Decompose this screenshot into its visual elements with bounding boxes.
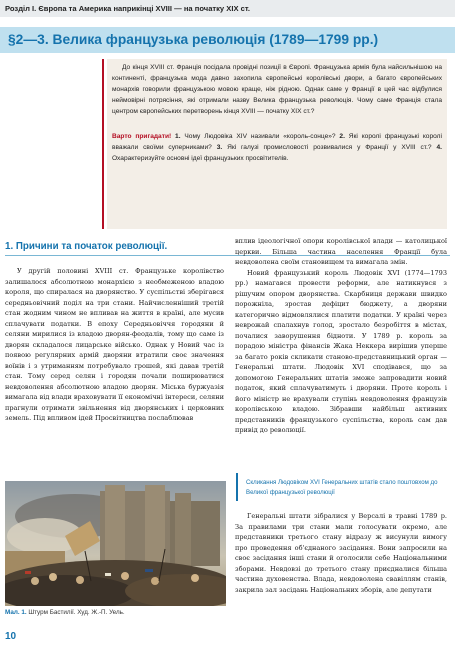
figure-caption (5, 609, 125, 616)
recall-questions (112, 132, 442, 164)
info-box (236, 473, 449, 501)
storming-bastille-painting (5, 481, 226, 606)
section-title-bar (0, 27, 455, 53)
body-paragraph: Генеральні штати зібралися у Версалі в травні 1789 р. За правилами три стани мали голосувати окремо, але представники третього стану відразу ж висунули вимогу про проведення об'єднаного засідання. Вони запросили на своє засідання інші стани й оголосили себе Національними зборами. Невдовзі до третього стану приєдналися більша частина духовенства. Влада, невдоволена свавіллям станів, закрила зал засідань Національних зборів, але депутати (235, 512, 447, 594)
section-title: §2—3. Велика французька революція (1789—1799 рр.) (8, 32, 379, 47)
intro-text: До кінця XVIII ст. Франція посідала провідні позиції в Європі. Французька армія була найсильнішою на континенті, французька мода давно захопила європейські королівські двори, а багато європейських монархів говорили французькою мовою краще, ніж рідною. Однак саме у Франції в цей час відбулися неймовірні потрясіння, які отримали назву Велика французька революція. Чому саме Франція стала центром європейських перетворень кінця XVIII — початку XIX ст.? (112, 64, 442, 115)
question-text: Які королі французькі королі вважали своїми суперниками? (112, 133, 442, 151)
question-number: 2. (339, 133, 345, 140)
figure-caption-text: Штурм Бастилії. Худ. Ж.-П. Уель. (26, 609, 125, 616)
question-number: 4. (436, 143, 442, 151)
running-title: Розділ І. Європа та Америка наприкінці XVIII — на початку XIX ст. (5, 4, 251, 13)
question-text: Які галузі промисловості розвивалися у Франції у XVIII ст.? (227, 143, 432, 151)
question-number: 1. (175, 133, 181, 140)
intro-rule (102, 59, 104, 229)
question-text: Чому Людовіка XIV називали «король-сонце»? (184, 133, 336, 140)
right-column-bottom (235, 511, 447, 595)
figure-label: Мал. 1. (5, 609, 27, 616)
running-header (0, 0, 455, 17)
subsection-heading: 1. Причини та початок революції. (5, 241, 168, 252)
question-number: 3. (216, 143, 223, 151)
question-text: Охарактеризуйте основні ідеї французьких просвітителів. (112, 154, 289, 162)
recall-label: Варто пригадати! (112, 133, 172, 140)
painting-illustration (5, 481, 226, 606)
page-number: 10 (5, 631, 17, 642)
left-column (5, 266, 224, 424)
body-paragraph: вплив ідеологічної опори королівської влади — католицької церкви. Більша частина населення Франції була невдоволена своїм становищем та вимагала змін. (235, 237, 447, 266)
body-paragraph: Новий французький король Людовік XVI (1774—1793 рр.) намагався провести реформи, але натикнувся з рішучим опором дворянства. Скарбниця держави швидко порожніла, зростав дефіцит бюджету, а дворяни категорично відмовлялися платити податки. У країні через неврожай спалахнув голод, зростало безробіття в містах, почалися заворушення бідноти. У 1789 р. король за порадою міністра фінансів Жака Неккера вирішив уперше за багато років скликати станово-представницький орган — Генеральні штати. Людовік XVI сподівався, що за допомогою Генеральних штатів зможе запровадити новий податок, який сплачуватимуть і дворяни. Проте король і його міністр не врахували ступінь невдоволення французів королівською владою. Зібравши найбільш активних представників французького суспільства, король сам дав привід до революції. (235, 268, 447, 434)
body-paragraph: У другій половині XVIII ст. Французьке королівство залишалося абсолютною монархією з необмеженою владою короля, що спиралася на дворянство. У суспільстві зберігався середньовічний поділ на три стани. Найчисленніший третій стан жодним чином не впливав на життя в країні, але мусив сплачувати податки. В епоху Середньовіччя городяни й селяни мирилися із владою дворян-феодалів, тому що саме із дворян складалося лицарське військо. Однак у Новий час із появою регулярних армій дворяни втратили своє значення воїнів і з утриманням потребувало грошей, які давав третій стан. Тому серед селян і городян почали поширюватися невдоволення абсолютною владою дворян. Міська буржуазія вимагала від влади враховувати її економічні інтереси, селяни прагнули отримати звільнення від дворянських і церковних земель. Під впливом ідей Просвітництва послаблював (5, 267, 224, 422)
right-column-top (235, 236, 447, 436)
info-box-text: Скликання Людовіком XVI Генеральних штатів стало поштовхом до Великої французької революції (246, 479, 438, 496)
